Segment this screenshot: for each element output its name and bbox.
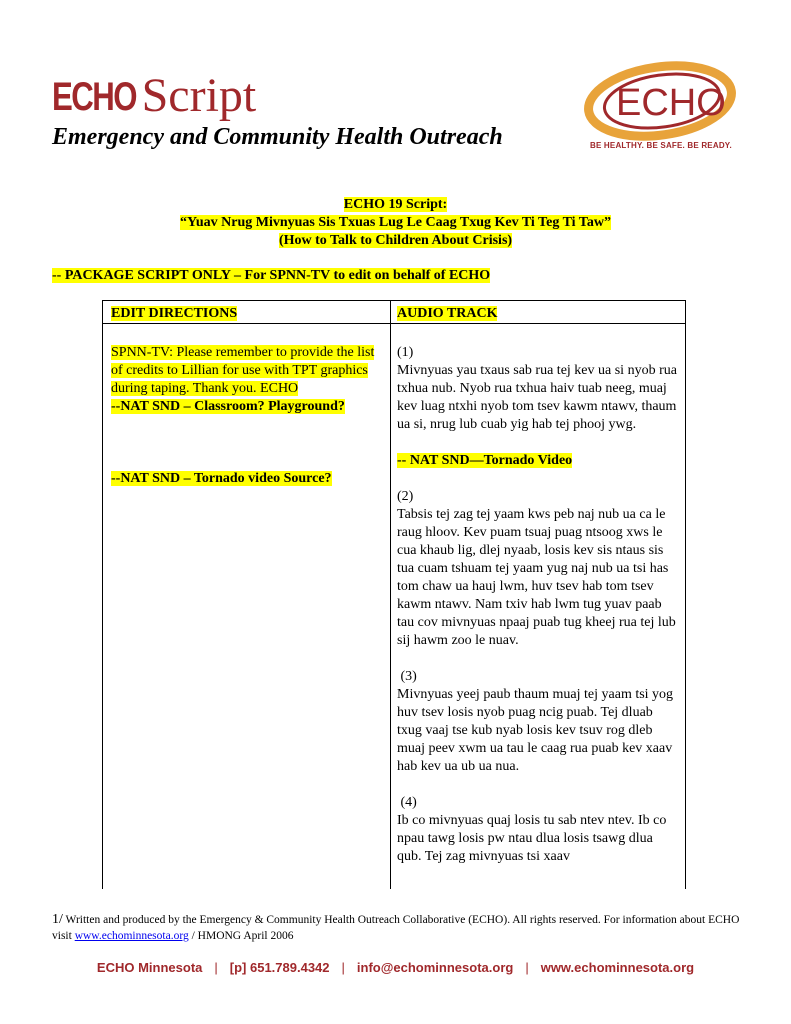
paragraph-3-number: (3) (397, 669, 417, 684)
logo-text: ECHO (616, 82, 726, 124)
brand-wordmark (52, 69, 257, 130)
package-note: -- PACKAGE SCRIPT ONLY – For SPNN-TV to edit on behalf of ECHO (52, 268, 491, 283)
script-number-title: ECHO 19 Script: (343, 197, 448, 212)
script-table (102, 300, 686, 889)
nat-sound-tornado-video: -- NAT SND—Tornado Video (397, 453, 573, 468)
footer-separator: | (341, 960, 345, 975)
column-divider (390, 301, 391, 889)
nat-sound-classroom: --NAT SND – Classroom? Playground? (111, 399, 345, 414)
footer-email[interactable]: info@echominnesota.org (356, 960, 514, 975)
logo-tagline: BE HEALTHY. BE SAFE. BE READY. (590, 141, 732, 150)
paragraph-2-number: (2) (397, 489, 414, 504)
footnote-number: 1/ (52, 912, 63, 927)
audio-track-cell (397, 344, 677, 884)
footnote-text-after: / HMONG April 2006 (188, 930, 294, 942)
paragraph-1-number: (1) (397, 345, 414, 360)
edit-directions-cell (111, 344, 386, 488)
script-hmong-title: “Yuav Nrug Mivnyuas Sis Txuas Lug Le Caag Txug Kev Ti Teg Ti Taw” (180, 215, 611, 230)
spnn-note: SPNN-TV: Please remember to provide the list of credits to Lillian for use with TPT graphics during taping. Thank you. ECHO (111, 345, 375, 396)
page-footer (0, 960, 791, 975)
paragraph-4-text: Ib co mivnyuas quaj losis tu sab ntev ntev. Ib co npau tawg losis pw ntau dlua losis tsawg dlua qub. Tej zag mivnyuas tsi xaav (397, 813, 667, 864)
footer-website[interactable]: www.echominnesota.org (540, 960, 695, 975)
footer-separator: | (214, 960, 218, 975)
edit-directions-header: EDIT DIRECTIONS (111, 306, 238, 321)
brand-echo-text: ECHO (52, 75, 136, 119)
footer-separator: | (525, 960, 529, 975)
paragraph-1-text: Mivnyuas yau txaus sab rua tej kev ua si nyob rua txhua nub. Nyob rua txhua haiv tuab neeg, muaj kev luag ntxhi nyob tom tsev kawm ntawv, thaum ua si, nrug lub cuab yig hab tej phooj ywg. (397, 363, 677, 432)
echo-logo (578, 55, 738, 155)
footer-phone: [p] 651.789.4342 (229, 960, 330, 975)
footer-org: ECHO Minnesota (96, 960, 203, 975)
footnote (52, 912, 752, 944)
paragraph-2-text: Tabsis tej zag tej yaam kws peb naj nub ua ca le raug hloov. Kev puam tsuaj puag ntsoog xws le cua khaub lig, dlej nyaab, losis kev sis ntaus sis tua cuam tshuam tej yaam yug naj nub ua tsi has tom chaw ua hauj lwm, huv tsev hab tom tsev kawm ntawv. Nam txiv hab lwm tug yuav paab tau cov mivnyuas npaaj puab tug kheej rua tej lub sij hawm zoo le nuav. (397, 507, 676, 648)
brand-script-text: Script (141, 69, 257, 122)
footnote-text: Written and produced by the Emergency & Community Health Outreach Collaborative (ECHO). All rights reserved. For information about ECHO visit (52, 914, 740, 942)
script-english-title: (How to Talk to Children About Crisis) (278, 233, 513, 248)
paragraph-4-number: (4) (397, 795, 417, 810)
audio-track-header: AUDIO TRACK (397, 306, 498, 321)
page-subtitle: Emergency and Community Health Outreach (52, 124, 503, 150)
nat-sound-tornado-source: --NAT SND – Tornado video Source? (111, 471, 332, 486)
footnote-website-link[interactable]: www.echominnesota.org (74, 930, 189, 942)
paragraph-3-text: Mivnyuas yeej paub thaum muaj tej yaam tsi yog huv tsev losis nyob puag ncig puab. Tej dluab txug vaaj tse kub nyab losis kev tsuv rog dleb muaj peev xwm ua tau le caag rua puab kev xaav hab kev ua ub ua nua. (397, 687, 674, 774)
